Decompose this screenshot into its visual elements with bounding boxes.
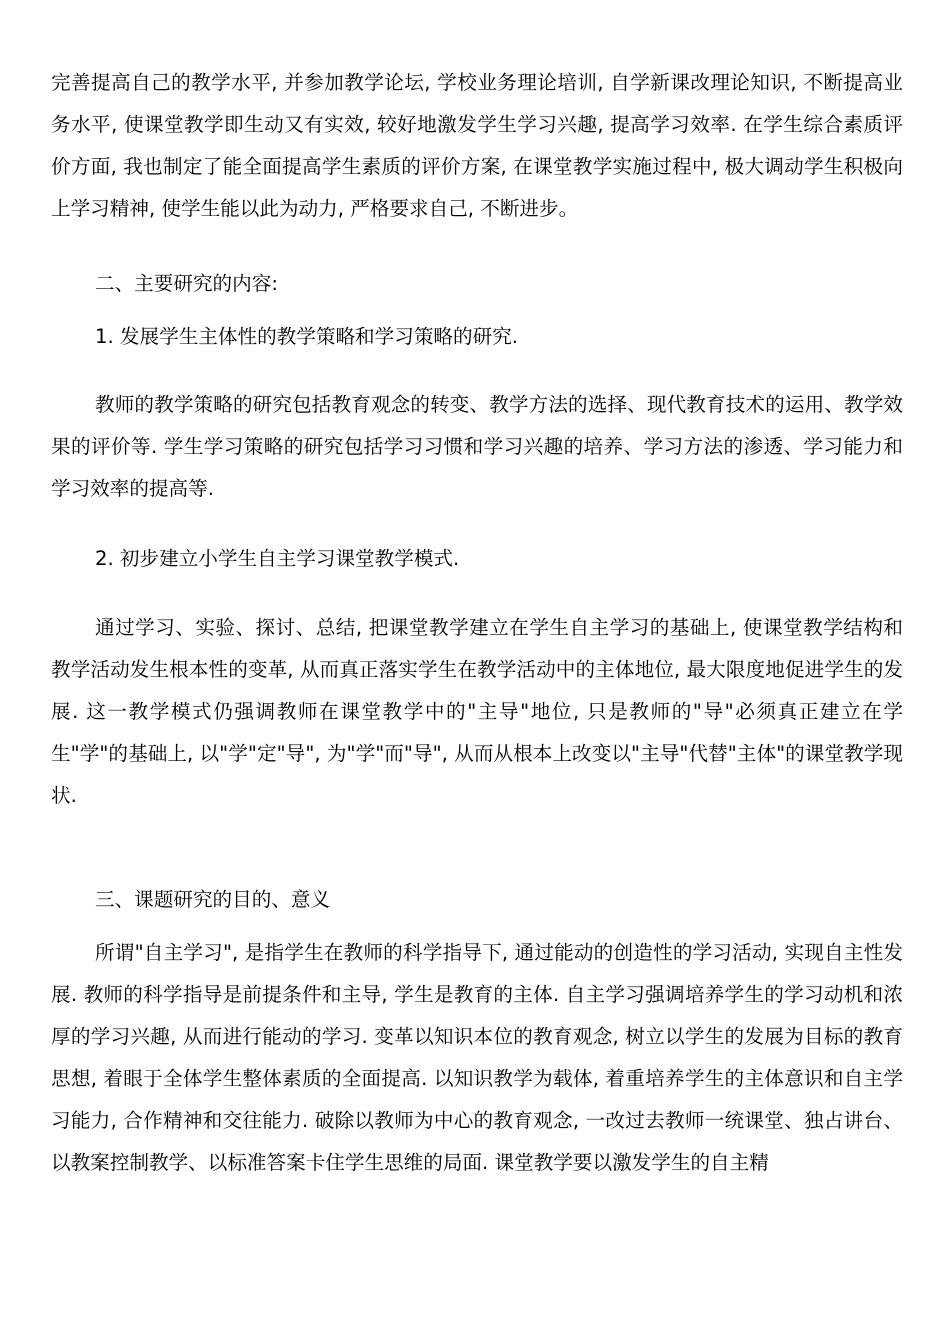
paragraph-classroom-model: 通过学习、实验、探讨、总结, 把课堂教学建立在学生自主学习的基础上, 使课堂教学结构和教学活动发生根本性的变革, 从而真正落实学生在教学活动中的主体地位, 最大限度地促进学生的发展. 这一教学模式仍强调教师在课堂教学中的"主导"地位, 只是教师的"导"必须真正建立在学生"学"的基础上, 以"学"定"导", 为"学"而"导", 从而从根本上改变以"主导"代替"主体"的课堂教学现状. <box>51 616 903 807</box>
item-heading-classroom-model: 2. 初步建立小学生自主学习课堂教学模式. <box>95 547 460 570</box>
section-heading-purpose: 三、课题研究的目的、意义 <box>95 888 331 911</box>
section-heading-main-content: 二、主要研究的内容: <box>95 272 278 295</box>
item-heading-strategy-research: 1. 发展学生主体性的教学策略和学习策略的研究. <box>95 325 519 348</box>
paragraph-strategy-research: 教师的教学策略的研究包括教育观念的转变、教学方法的选择、现代教育技术的运用、教学效果的评价等. 学生学习策略的研究包括学习习惯和学习兴趣的培养、学习方法的渗透、学习能力和学习效率的提高等. <box>51 393 903 500</box>
paragraph-continued: 完善提高自己的教学水平, 并参加教学论坛, 学校业务理论培训, 自学新课改理论知识, 不断提高业务水平, 使课堂教学即生动又有实效, 较好地激发学生学习兴趣, 提高学习效率. 在学生综合素质评价方面, 我也制定了能全面提高学生素质的评价方案, 在课堂教学实施过程中, 极大调动学生积极向上学习精神, 使学生能以此为动力, 严格要求自己, 不断进步。 <box>51 71 903 220</box>
paragraph-purpose: 所谓"自主学习", 是指学生在教师的科学指导下, 通过能动的创造性的学习活动, 实现自主性发展. 教师的科学指导是前提条件和主导, 学生是教育的主体. 自主学习强调培养学生的学习动机和浓厚的学习兴趣, 从而进行能动的学习. 变革以知识本位的教育观念, 树立以学生的发展为目标的教育思想, 着眼于全体学生整体素质的全面提高. 以知识教学为载体, 着重培养学生的主体意识和自主学习能力, 合作精神和交往能力. 破除以教师为中心的教育观念, 一改过去教师一统课堂、独占讲台、以教案控制教学、以标准答案卡住学生思维的局面. 课堂教学要以激发学生的自主精 <box>51 941 903 1174</box>
